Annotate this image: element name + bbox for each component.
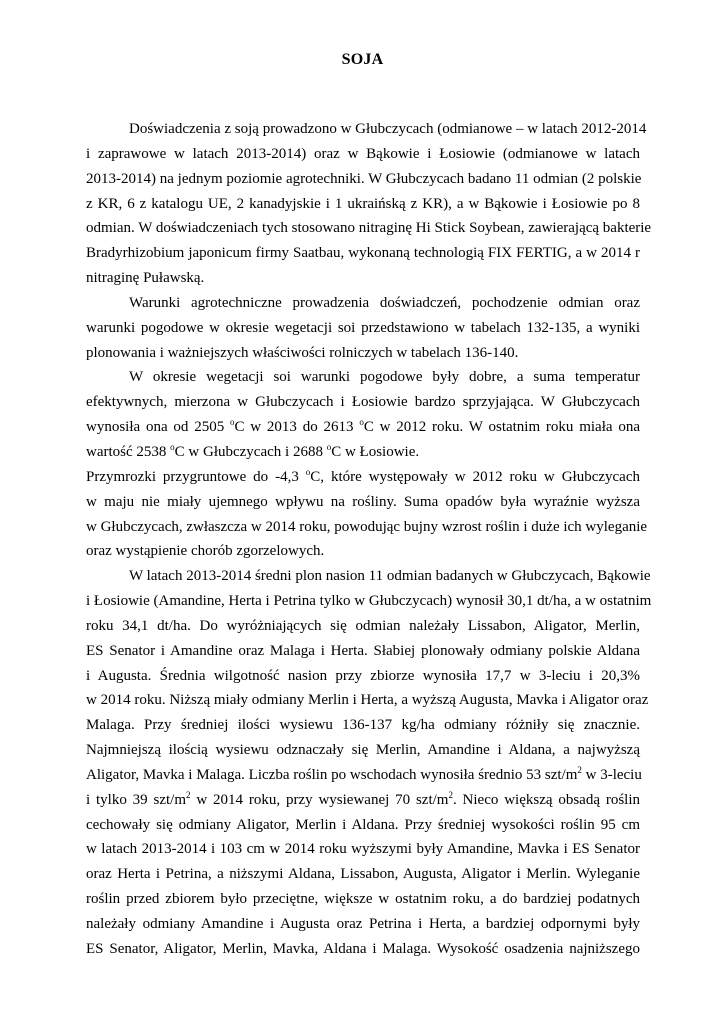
text-line: Bradyrhizobium japonicum firmy Saatbau, wykonaną technologią FIX FERTIG, a w 2014 r	[86, 245, 640, 262]
text-line: nitraginę Puławską.	[86, 270, 205, 287]
text-line: w 2014 roku. Niższą miały odmiany Merlin i Herta, a wyższą Augusta, Mavka i Aligator oraz	[86, 692, 649, 709]
text-line: i Augusta. Średnia wilgotność nasion przy zbiorze wynosiła 17,7 w 3-leciu i 20,3%	[86, 667, 640, 684]
text-line: oraz Herta i Petrina, a niższymi Aldana, Lissabon, Augusta, Aligator i Merlin. Wyleganie	[86, 866, 640, 883]
paragraph	[86, 291, 640, 366]
text-line: i tylko 39 szt/$m^2$ w 2014 roku, przy wysiewanej 70 szt/$m^2$. Nieco większą obsadą roślin	[86, 789, 641, 808]
paragraph	[86, 465, 648, 564]
paragraph	[86, 117, 652, 291]
text-line: warunki pogodowe w okresie wegetacji soi przedstawiono w tabelach 132-135, a wyniki	[86, 319, 640, 336]
text-line: Aligator, Mavka i Malaga. Liczba roślin po wschodach wynosiła średnio 53 szt/$m^2$ w 3-leciu	[86, 764, 642, 783]
text-line: z KR, 6 z katalogu UE, 2 kanadyjskie i 1 ukraińską z KR), a w Bąkowie i Łosiowie po 8	[86, 195, 640, 212]
text-line: Warunki agrotechniczne prowadzenia doświadczeń, pochodzenie odmian oraz	[129, 294, 640, 311]
text-line: efektywnych, mierzona w Głubczycach i Łosiowie bardzo sprzyjająca. W Głubczycach	[86, 394, 640, 411]
text-line: roku 34,1 dt/ha. Do wyróżniających się odmian należały Lissabon, Aligator, Merlin,	[86, 617, 640, 634]
text-line: Malaga. Przy średniej ilości wysiewu 136-137 kg/ha odmiany różniły się znacznie.	[86, 717, 640, 734]
text-line: plonowania i ważniejszych właściwości rolniczych w tabelach 136-140.	[86, 344, 519, 361]
text-line: ES Senator i Amandine oraz Malaga i Herta. Słabiej plonowały odmiany polskie Aldana	[86, 642, 640, 659]
text-line: cechowały się odmiany Aligator, Merlin i Aldana. Przy średniej wysokości roślin 95 cm	[86, 816, 640, 833]
text-line: 2013-2014) na jednym poziomie agrotechniki. W Głubczycach badano 11 odmian (2 polskie	[86, 170, 642, 187]
text-line: w Głubczycach, zwłaszcza w 2014 roku, powodując bujny wzrost roślin i duże ich wyleganie	[86, 518, 648, 535]
page-title: SOJA	[341, 51, 384, 68]
text-line: W okresie wegetacji soi warunki pogodowe były dobre, a suma temperatur	[129, 369, 640, 386]
text-line: należały odmiany Amandine i Augusta oraz Petrina i Herta, a bardziej odpornymi były	[86, 916, 640, 932]
paragraph	[86, 365, 640, 464]
text-line: roślin przed zbiorem było przeciętne, większe w ostatnim roku, a do bardziej podatnych	[86, 891, 640, 908]
text-line: Przymrozki przygruntowe do -4,3 $^o$C, które występowały w 2012 roku w Głubczycach	[86, 466, 640, 485]
text-line: Doświadczenia z soją prowadzono w Głubczycach (odmianowe – w latach 2012-2014	[129, 121, 647, 137]
paragraph	[86, 564, 652, 962]
text-line: i zaprawowe w latach 2013-2014) oraz w Bąkowie i Łosiowie (odmianowe w latach	[86, 145, 640, 162]
text-line: i Łosiowie (Amandine, Herta i Petrina tylko w Głubczycach) wynosił 30,1 dt/ha, a w ostatnim	[86, 593, 652, 610]
text-line: w maju nie miały ujemnego wpływu na rośliny. Suma opadów była wyraźnie wyższa	[86, 493, 640, 510]
text-line: wartość 2538 $^o$C w Głubczycach i 2688 $^o$C w Łosiowie.	[86, 441, 420, 460]
text-line: W latach 2013-2014 średni plon nasion 11 odmian badanych w Głubczycach, Bąkowie	[129, 568, 651, 585]
text-line: w latach 2013-2014 i 103 cm w 2014 roku wyższymi były Amandine, Mavka i ES Senator	[86, 841, 640, 858]
text-line: oraz wystąpienie chorób zgorzelowych.	[86, 543, 325, 560]
text-line: Najmniejszą ilością wysiewu odznaczały się Merlin, Amandine i Aldana, a najwyższą	[86, 742, 640, 759]
text-line: ES Senator, Aligator, Merlin, Mavka, Aldana i Malaga. Wysokość osadzenia najniższego	[86, 940, 640, 957]
text-line: odmian. W doświadczeniach tych stosowano nitraginę Hi Stick Soybean, zawierającą bakterie	[86, 220, 652, 237]
document-body	[86, 117, 652, 962]
text-line: wynosiła ona od 2505 $^o$C w 2013 do 2613 $^o$C w 2012 roku. W ostatnim roku miała ona	[86, 417, 640, 436]
